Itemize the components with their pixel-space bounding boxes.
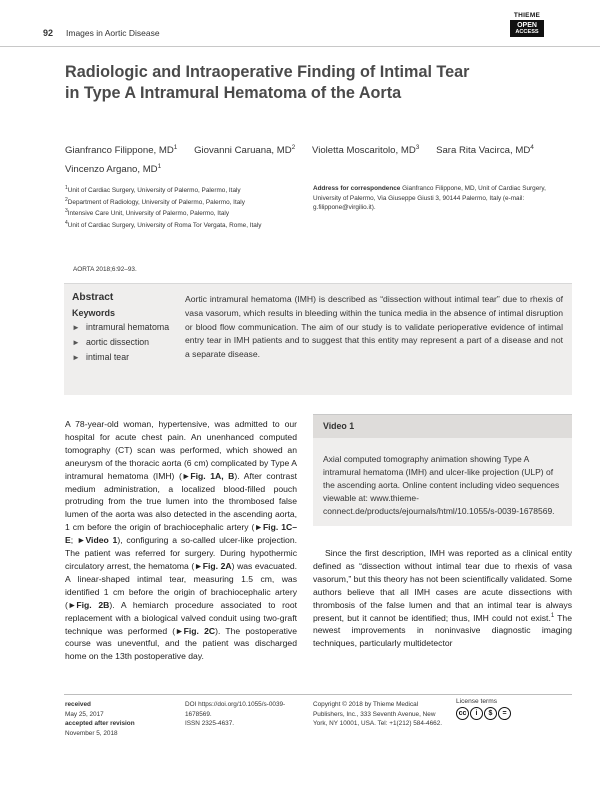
author-affiliation-ref: 2 xyxy=(291,144,296,151)
license-label: License terms xyxy=(456,698,498,705)
author-name: Sara Rita Vacirca, MD xyxy=(436,145,531,157)
doi-link[interactable]: DOI https://doi.org/10.1055/s-0039-1678569. xyxy=(185,701,286,718)
affiliation-text: Department of Radiology, University of Palermo, Palermo, Italy xyxy=(67,198,245,206)
author[interactable] xyxy=(65,145,177,156)
affiliation xyxy=(65,196,300,208)
page-number: 92 xyxy=(43,28,54,38)
body-text: The newest improvements in noninvasive diagnostic imaging techniques, particularly multidetector xyxy=(313,612,572,649)
keyword-list xyxy=(72,320,182,365)
video-caption[interactable]: Axial computed tomography animation showing Type A intramural hematoma (IMH) and ulcer-like projection (ULP) of the ascending aorta. Online content including video sequences viewable at: www.thieme-connect.de/products/ejournals/html/10.1055/s-0039-1678569. xyxy=(323,454,560,516)
figure-ref-1ce[interactable]: ►Fig. 1C–E xyxy=(65,522,297,546)
article-title: Radiologic and Intraoperative Finding of Intimal Tear in Type A Intramural Hematoma of the Aorta xyxy=(65,63,470,102)
arrow-right-icon: ► xyxy=(72,323,80,332)
affiliation xyxy=(65,207,300,219)
body-paragraph-discussion xyxy=(313,547,572,650)
journal-citation: AORTA 2018;6:92–93. xyxy=(73,266,137,273)
correspondence-address xyxy=(313,184,571,213)
author-name: Gianfranco Filippone, MD xyxy=(65,145,174,157)
affiliation-number: 1 xyxy=(65,185,68,191)
body-text: ) was evacuated. A linear-shaped intimal tear, measuring 1.5 cm, was identified 1 cm before the origin of brachiocephalic artery ( xyxy=(65,560,297,610)
body-text: ). The postoperative course was uneventful, and the patient was discharged home on the 13th postoperative day. xyxy=(65,625,297,662)
attribution-icon: i xyxy=(470,707,483,720)
logo-access-text: ACCESS xyxy=(515,29,539,35)
author-name: Vincenzo Argano, MD xyxy=(65,163,158,175)
received-dates xyxy=(65,700,175,738)
accepted-label: accepted after revision xyxy=(65,720,135,728)
keyword-item[interactable] xyxy=(72,350,182,365)
doi-info xyxy=(185,700,295,729)
logo-badge xyxy=(510,20,544,37)
affiliation-text: Intensive Care Unit, University of Palermo, Palermo, Italy xyxy=(67,210,230,218)
author-name: Violetta Moscaritolo, MD xyxy=(311,145,416,157)
reference-citation[interactable]: 1 xyxy=(550,612,555,619)
body-text: ). After contrast medium administration, a localized blood-filled pouch protruding from the true lumen into the thrombosed false lumen of the aorta was also detected in the ascending aorta, 1 cm before the origin of brachiocephalic artery ( xyxy=(65,470,297,533)
keyword-item[interactable] xyxy=(72,335,182,350)
keyword-text: intimal tear xyxy=(86,352,130,362)
accepted-date: November 5, 2018 xyxy=(65,729,118,737)
footer-divider xyxy=(64,694,572,695)
abstract-text: Aortic intramural hematoma (IMH) is described as “dissection without intimal tear” due to rhexis of vasa vasorum, which results in bleeding within the tunica media in the absence of intimal disruption or blood flow communication. The aim of our study is to validate perioperative evidence of intimal entry tear in IMH patients and to suggest that this entity may represent a part of a disease and not a separate disease. xyxy=(185,294,563,360)
running-title: Images in Aortic Disease xyxy=(66,28,160,38)
keyword-item[interactable] xyxy=(72,320,182,335)
figure-ref-1ab[interactable]: ►Fig. 1A, B xyxy=(181,470,235,481)
license-icons xyxy=(456,707,526,720)
creative-commons-icon: cc xyxy=(456,707,469,720)
body-text: ), configuring a so-called ulcer-like projection. The patient was referred for surgery. During hypothermic circulatory arrest, the hematoma ( xyxy=(65,535,297,571)
figure-ref-2a[interactable]: ►Fig. 2A xyxy=(194,560,232,571)
received-label: received xyxy=(65,701,91,708)
body-text: Since the first description, IMH was reported as a clinical entity defined as “dissection without intimal tear due to rhexis of vasa vasorum,” but this theory has not been scientifically validated. Some authors believe that all IMH cases are acute dissections with thrombosis of the false lumen and that an intimal tear is always present, but it cannot be identified; thus, IMH could not exist. xyxy=(313,548,572,623)
author-affiliation-ref: 1 xyxy=(157,162,162,170)
author-list xyxy=(65,140,555,177)
license-block[interactable] xyxy=(456,698,526,720)
copyright-notice: Copyright © 2018 by Thieme Medical Publishers, Inc., 333 Seventh Avenue, New York, NY 10001, USA. Tel: +1(212) 584-4662. xyxy=(313,701,443,728)
author[interactable] xyxy=(194,145,295,156)
header-divider xyxy=(0,46,600,47)
affiliations xyxy=(65,184,300,231)
body-paragraph-case xyxy=(65,418,297,663)
author-affiliation-ref: 1 xyxy=(173,144,178,151)
author[interactable] xyxy=(312,145,419,156)
keywords-heading: Keywords xyxy=(72,308,116,318)
arrow-right-icon: ► xyxy=(72,338,80,347)
affiliation-number: 4 xyxy=(65,220,68,227)
thieme-open-access-logo[interactable] xyxy=(510,12,544,37)
keyword-text: aortic dissection xyxy=(86,337,150,347)
affiliation-number: 2 xyxy=(65,196,68,203)
affiliation xyxy=(65,219,300,231)
arrow-right-icon: ► xyxy=(72,353,80,362)
noncommercial-icon: $ xyxy=(484,707,497,720)
affiliation-text: Unit of Cardiac Surgery, University of Roma Tor Vergata, Rome, Italy xyxy=(67,222,262,230)
affiliation-text: Unit of Cardiac Surgery, University of Palermo, Palermo, Italy xyxy=(67,187,241,195)
author-name: Giovanni Caruana, MD xyxy=(194,145,292,157)
body-text: A 78-year-old woman, hypertensive, was admitted to our hospital for acute chest pain. An unenhanced computed tomography (CT) scan was performed, which showed an aneurysm of the thoracic aorta (6 cm) complicated by Type A intramural hematoma (IMH) ( xyxy=(65,419,297,481)
body-text: ). A hemiarch procedure associated to root replacement with a biological valved conduit using two-graft technique was performed ( xyxy=(65,599,297,636)
received-date: May 25, 2017 xyxy=(65,710,104,718)
logo-open-text: OPEN xyxy=(517,22,537,29)
author-affiliation-ref: 3 xyxy=(415,144,420,151)
issn: ISSN 2325-4637. xyxy=(185,720,235,728)
affiliation xyxy=(65,184,300,196)
author-affiliation-ref: 4 xyxy=(530,144,534,151)
keyword-text: intramural hematoma xyxy=(86,322,170,332)
correspondence-label: Address for correspondence xyxy=(313,185,401,192)
logo-publisher-text: THIEME xyxy=(513,12,541,19)
no-derivatives-icon: = xyxy=(498,707,511,720)
body-text: ; xyxy=(70,535,77,546)
author[interactable] xyxy=(436,145,534,156)
video-ref-1[interactable]: ►Video 1 xyxy=(76,535,118,546)
abstract-heading: Abstract xyxy=(72,292,114,303)
figure-ref-2c[interactable]: ►Fig. 2C xyxy=(175,625,216,636)
author[interactable] xyxy=(65,164,161,175)
figure-ref-2b[interactable]: ►Fig. 2B xyxy=(67,599,110,610)
correspondence-text[interactable]: Gianfranco Filippone, MD, Unit of Cardiac Surgery, University of Palermo, Via Giuseppe Giusti 3, 90144 Palermo, Italy (e-mail: g.filippone@virgilio.it). xyxy=(313,185,546,212)
affiliation-number: 3 xyxy=(65,208,68,215)
video-label[interactable]: Video 1 xyxy=(323,421,355,431)
